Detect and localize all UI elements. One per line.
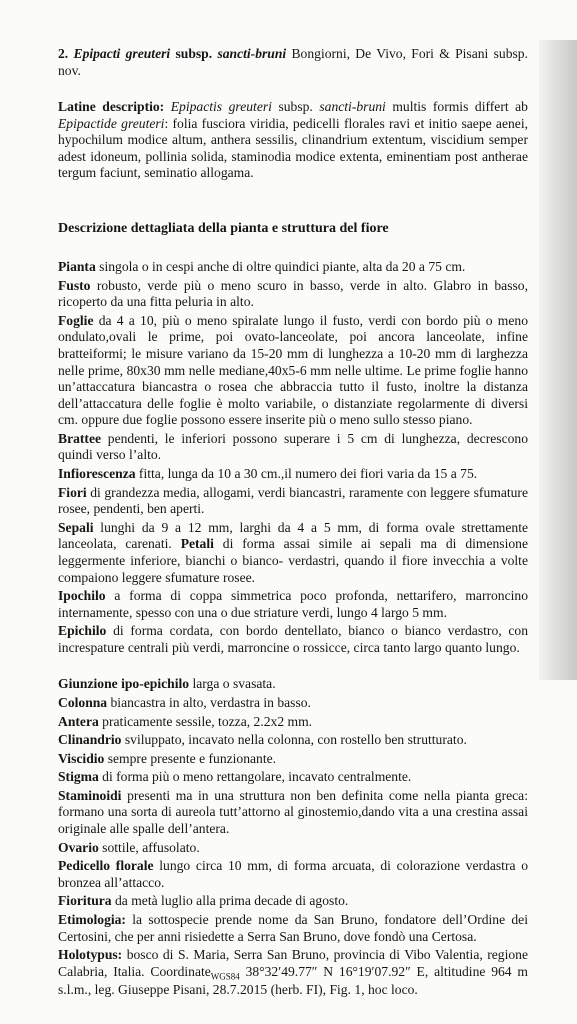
entry-term: Viscidio — [58, 750, 105, 766]
entry-text: sempre presente e funzionante. — [104, 750, 277, 766]
entry-text: fitta, lunga da 10 a 30 cm.,il numero dei fiori varia da 15 a 75. — [135, 466, 478, 482]
entry-text: a forma di coppa simmetrica poco profonda, nettarifero, marroncino internamente, spesso con una o due striature verdi, lungo 4 largo 5 mm. — [58, 588, 528, 620]
description-list — [58, 259, 528, 999]
entry-text: singola o in cespi anche di oltre quindici piante, alta da 20 a 75 cm. — [95, 259, 466, 275]
entry-antera — [58, 714, 528, 731]
entry-staminoidi — [58, 788, 528, 838]
entry-text: di forma assai simile ai sepali ma di dimensione leggermente inferiore, bianchi o bianco- verdastri, quando il fiore invecchia a volte compaiono leggere sfumature rosee. — [58, 536, 528, 585]
entry-fusto — [58, 278, 528, 311]
entry-term: Epichilo — [58, 623, 107, 639]
entry-text: da metà luglio alla prima decade di agosto. — [111, 893, 349, 909]
latin-description — [58, 99, 528, 182]
entry-text: di grandezza media, allogami, verdi biancastri, raramente con leggere sfumature rosee, pendenti, ben aperti. — [58, 484, 528, 517]
entry-term: Foglie — [58, 312, 94, 328]
entry-text: praticamente sessile, tozza, 2.2x2 mm. — [98, 713, 313, 729]
entry-term: Etimologia: — [58, 911, 126, 927]
spacer — [58, 658, 528, 676]
entry-ovario — [58, 840, 528, 857]
latin-text-3: multis formis differt ab — [385, 99, 528, 115]
entry-term: Brattee — [58, 430, 102, 446]
entry-colonna — [58, 695, 528, 712]
taxon-species: Epipacti greuteri — [73, 46, 171, 61]
entry-brattee — [58, 431, 528, 464]
entry-term: Pianta — [58, 259, 96, 275]
document-page — [58, 46, 528, 1001]
entry-giunzione — [58, 676, 528, 693]
entry-etimologia — [58, 912, 528, 945]
entry-infiorescenza — [58, 466, 528, 483]
taxon-subsp-name: sancti-bruni — [217, 46, 287, 61]
entry-holotypus — [58, 947, 528, 999]
entry-text: biancastra in alto, verdastra in basso. — [107, 695, 311, 710]
entry-foglie — [58, 313, 528, 429]
entry-term: Infiorescenza — [58, 466, 136, 482]
latin-text-4: : folia fusciora viridia, pedicelli florales ravi et initio saepe aenei, hypochilum modice altum, anthera sessilis, clinandrium extentum, viscidium semper adest idoneum, pollinia solida, staminodia modice extenta, eminentiam post antherae tergum faciunt, seminatio allogama. — [58, 115, 528, 181]
entry-text: lunghi da 9 a 12 mm, larghi da 4 a 5 mm, di forma ovale strettamente lanceolata, carenati. — [58, 519, 528, 552]
latin-label: Latine descriptio: — [58, 99, 165, 115]
coordinate-subscript: WGS84 — [210, 971, 240, 982]
entry-term: Staminoidi — [58, 787, 122, 803]
section-heading: Descrizione dettagliata della pianta e struttura del fiore — [58, 221, 389, 237]
entry-text: 38°32′49.77″ N 16°19′07.92″ E, altitudine 964 m s.l.m., leg. Giuseppe Pisani, 28.7.2015 (herb. FI), Fig. 1, hoc loco. — [58, 963, 528, 998]
entry-term: Holotypus: — [58, 947, 123, 963]
entry-text: robusto, verde più o meno scuro in basso, verde in alto. Glabro in basso, ricoperto da una fitta peluria in alto. — [58, 277, 528, 310]
entry-clinandrio — [58, 732, 528, 749]
taxon-number: 2. — [58, 46, 69, 61]
entry-text: sottile, affusolato. — [98, 839, 200, 855]
entry-viscidio — [58, 751, 528, 768]
entry-term: Stigma — [58, 769, 99, 785]
taxon-authors: Bongiorni, De Vivo, Fori & Pisani subsp. nov. — [58, 46, 528, 78]
entry-text: pendenti, le inferiori possono superare i 5 cm di lunghezza, decrescono quindi verso l’alto. — [58, 430, 528, 463]
entry-epichilo — [58, 623, 528, 656]
scan-edge-shadow — [539, 40, 577, 680]
latin-subsp: sancti-bruni — [319, 99, 386, 115]
entry-term: Ovario — [58, 839, 99, 855]
entry-text: la sottospecie prende nome da San Bruno, fondatore dell’Ordine dei Certosini, che per anni risiedette a Serra San Bruno, dove fondò una Certosa. — [58, 911, 528, 944]
entry-text: di forma cordata, con bordo dentellato, bianco o bianco verdastro, con increspature centrali più verdi, marroncine o rossicce, circa tanto largo quanto lungo. — [58, 623, 528, 655]
taxon-subsp-word: subsp. — [170, 46, 218, 61]
entry-stigma — [58, 769, 528, 786]
entry-text: presenti ma in una struttura non ben definita come nella pianta greca: formano una sorta di aureola tutt’attorno al ginostemio,dando vita a una crestina assai originale alle spalle dell’antera. — [58, 787, 528, 837]
entry-text: bosco di S. Maria, Serra San Bruno, provincia di Vibo Valentia, regione Calabria, Italia. Coordinate — [58, 947, 528, 979]
entry-text: lungo circa 10 mm, di forma arcuata, di colorazione verdastra o bronzea all’attacco. — [58, 858, 528, 890]
latin-compare: Epipactide greuteri — [58, 115, 165, 131]
entry-term: Colonna — [58, 695, 108, 710]
entry-term: Giunzione ipo-epichilo — [58, 676, 190, 692]
entry-term: Fiori — [58, 484, 87, 500]
entry-pedicello — [58, 858, 528, 891]
entry-term: Antera — [58, 713, 99, 729]
entry-text: larga o svasata. — [189, 676, 276, 692]
entry-term: Fusto — [58, 277, 91, 293]
entry-term: Ipochilo — [58, 588, 106, 604]
entry-pianta — [58, 259, 528, 276]
entry-ipochilo — [58, 588, 528, 621]
entry-fioritura — [58, 893, 528, 910]
latin-species: Epipactis greuteri — [170, 99, 272, 115]
taxon-title — [58, 46, 528, 79]
latin-text-2: subsp. — [271, 99, 320, 115]
entry-text: di forma più o meno rettangolare, incavato centralmente. — [98, 769, 412, 785]
entry-sepali — [58, 520, 528, 586]
entry-text: da 4 a 10, più o meno spiralate lungo il fusto, verdi con bordo più o meno ondulato,ovali le prime, poi ovato-lanceolate, poi ancora lanceolate, infine bratteiformi; le misure variano da 15-20 mm di lunghezza a 10-20 mm di larghezza nelle prime, 80x30 mm nelle mediane,40x5-6 mm nelle ultime. Le prime foglie hanno un’attaccatura biancastra o rosea che abbraccia tutto il fusto, inoltre la distanza dell’attaccatura delle foglie è molto variabile, o distanziate regolarmente di diversi cm. oppure due foglie possono essere inserite più o meno sullo stesso piano. — [58, 312, 528, 428]
entry-fiori — [58, 485, 528, 518]
entry-term: Petali — [180, 536, 214, 552]
entry-term: Pedicello florale — [58, 858, 154, 874]
entry-text: sviluppato, incavato nella colonna, con rostello ben strutturato. — [121, 732, 467, 748]
entry-term: Sepali — [58, 519, 94, 535]
entry-term: Clinandrio — [58, 732, 122, 748]
entry-term: Fioritura — [58, 893, 112, 909]
